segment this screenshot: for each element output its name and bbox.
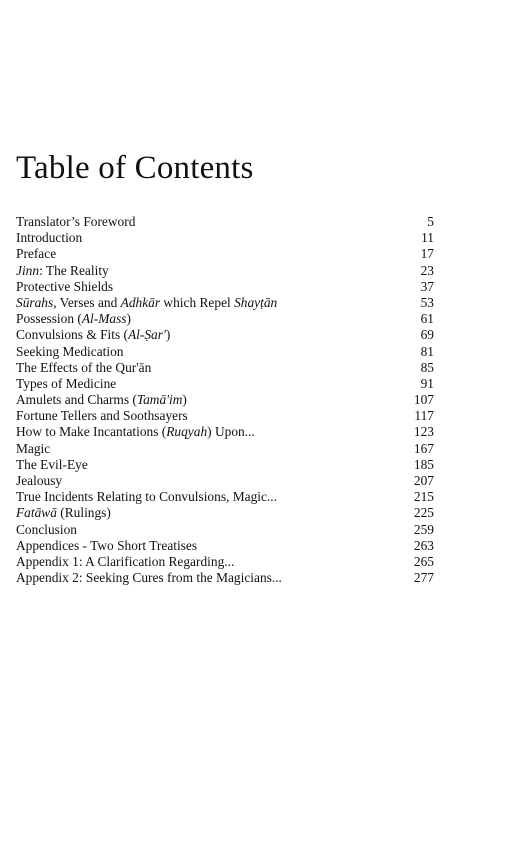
toc-entry-page-number: 91 [420, 375, 434, 391]
toc-entry-page-number: 61 [420, 311, 434, 327]
toc-entry-title [16, 505, 111, 521]
toc-entry-title [16, 441, 50, 457]
toc-entry-title-italic: Al-Ṣar' [127, 327, 166, 343]
toc-entry [16, 424, 434, 440]
toc-entry-title-text: (Rulings) [56, 505, 111, 521]
toc-entry [16, 457, 434, 473]
toc-entry-title-italic: Shayṭān [234, 294, 278, 310]
toc-entry [16, 295, 434, 311]
toc-entry-title [16, 279, 113, 295]
toc-list [16, 214, 434, 586]
toc-entry-page-number: 265 [413, 553, 434, 569]
toc-entry-title-text: Translator’s Foreword [16, 214, 136, 229]
toc-entry-title [16, 473, 62, 489]
toc-entry-title-text: Introduction [16, 230, 83, 246]
toc-entry-title [16, 295, 277, 311]
toc-entry-page-number: 23 [420, 262, 434, 278]
toc-entry-title [16, 230, 82, 246]
toc-entry-page-number: 117 [414, 408, 434, 424]
page-title: Table of Contents [16, 150, 254, 186]
toc-entry [16, 538, 434, 554]
toc-entry-page-number: 5 [427, 214, 434, 229]
toc-entry-title [16, 554, 234, 570]
toc-entry [16, 376, 434, 392]
toc-entry-title-text: The Effects of the Qur'ān [16, 359, 152, 375]
toc-entry-title-text: Amulets and Charms ( [16, 392, 137, 408]
toc-entry-title [16, 360, 151, 376]
toc-entry-page-number: 85 [420, 359, 434, 375]
toc-entry-page-number: 69 [420, 327, 434, 343]
toc-entry [16, 263, 434, 279]
toc-entry-title-text: Appendix 2: Seeking Cures from the Magicians... [16, 570, 282, 586]
toc-entry [16, 441, 434, 457]
toc-entry [16, 279, 434, 295]
toc-entry-title-text: Convulsions & Fits ( [16, 327, 128, 343]
toc-entry-title-text: Possession ( [16, 311, 82, 327]
toc-entry-title-text: The Evil-Eye [16, 456, 88, 472]
toc-entry [16, 473, 434, 489]
toc-entry-title [16, 311, 131, 327]
toc-entry-title-text: ) [126, 311, 131, 327]
toc-entry-title [16, 344, 123, 360]
toc-entry-title-italic: Adhkār [120, 294, 161, 310]
toc-entry-title-text: How to Make Incantations ( [16, 424, 167, 440]
toc-entry-page-number: 225 [413, 505, 434, 521]
toc-entry-page-number: 37 [420, 278, 434, 294]
toc-entry [16, 522, 434, 538]
toc-entry-title-text: Fortune Tellers and Soothsayers [16, 408, 188, 424]
toc-entry-title-text: which Repel [160, 294, 235, 310]
toc-entry-title [16, 263, 109, 279]
toc-entry-title-text: Types of Medicine [16, 375, 117, 391]
toc-entry-title [16, 538, 197, 554]
toc-entry-title-text: ) [182, 392, 187, 408]
toc-entry-title [16, 408, 188, 424]
toc-entry-page-number: 185 [413, 456, 434, 472]
toc-entry-page-number: 11 [421, 230, 434, 246]
toc-entry-title-text: Conclusion [16, 521, 78, 537]
toc-entry [16, 327, 434, 343]
toc-entry-page-number: 167 [413, 440, 434, 456]
toc-entry-title-text: True Incidents Relating to Convulsions, Magic... [16, 489, 277, 505]
toc-entry [16, 344, 434, 360]
toc-entry-title-text: Jealousy [16, 473, 63, 488]
toc-entry-page-number: 107 [413, 392, 434, 408]
toc-entry-title [16, 214, 135, 230]
toc-entry-page-number: 277 [413, 570, 434, 586]
toc-entry-title-italic: Ruqyah [166, 424, 208, 440]
toc-entry-title [16, 489, 277, 505]
toc-entry-title-text: Seeking Medication [16, 343, 124, 359]
toc-entry-title-text: Protective Shields [16, 278, 114, 294]
toc-entry [16, 246, 434, 262]
toc-entry-title-italic: Sūrahs [16, 294, 54, 310]
toc-entry-title-text: ) Upon... [207, 424, 255, 440]
toc-entry [16, 392, 434, 408]
toc-entry [16, 311, 434, 327]
toc-entry-page-number: 17 [420, 246, 434, 262]
toc-entry-title-text: ) [165, 327, 171, 343]
toc-entry-page-number: 207 [413, 473, 434, 488]
toc-entry-title [16, 570, 282, 586]
toc-entry-title-italic: Al-Mass [81, 311, 127, 327]
toc-entry-title-text: : The Reality [39, 262, 109, 278]
toc-entry-page-number: 81 [420, 343, 434, 359]
toc-entry-title-text: Magic [16, 440, 51, 456]
toc-entry-title-italic: Jinn [16, 262, 40, 278]
toc-entry-title-italic: Tamā'im [136, 392, 183, 408]
toc-entry-page-number: 259 [413, 521, 434, 537]
toc-entry [16, 214, 434, 230]
toc-entry-title-text: Preface [16, 246, 57, 262]
toc-entry-title [16, 376, 116, 392]
toc-entry-page-number: 263 [413, 537, 434, 553]
toc-entry-title [16, 327, 170, 343]
toc-entry-title-text: Appendix 1: A Clarification Regarding... [16, 553, 235, 569]
toc-entry-title [16, 392, 187, 408]
toc-entry [16, 505, 434, 521]
toc-entry [16, 230, 434, 246]
toc-entry-title-text: , Verses and [53, 294, 121, 310]
toc-entry-title [16, 522, 77, 538]
toc-entry [16, 489, 434, 505]
toc-entry [16, 570, 434, 586]
toc-entry [16, 554, 434, 570]
toc-entry [16, 360, 434, 376]
toc-entry-title [16, 246, 56, 262]
toc-entry-page-number: 53 [420, 294, 434, 310]
toc-entry-title [16, 457, 88, 473]
toc-entry [16, 408, 434, 424]
toc-entry-title-italic: Fatāwā [16, 505, 57, 521]
toc-entry-page-number: 123 [413, 424, 434, 440]
toc-entry-title [16, 424, 255, 440]
toc-entry-title-text: Appendices - Two Short Treatises [16, 537, 198, 553]
toc-entry-page-number: 215 [413, 489, 434, 505]
